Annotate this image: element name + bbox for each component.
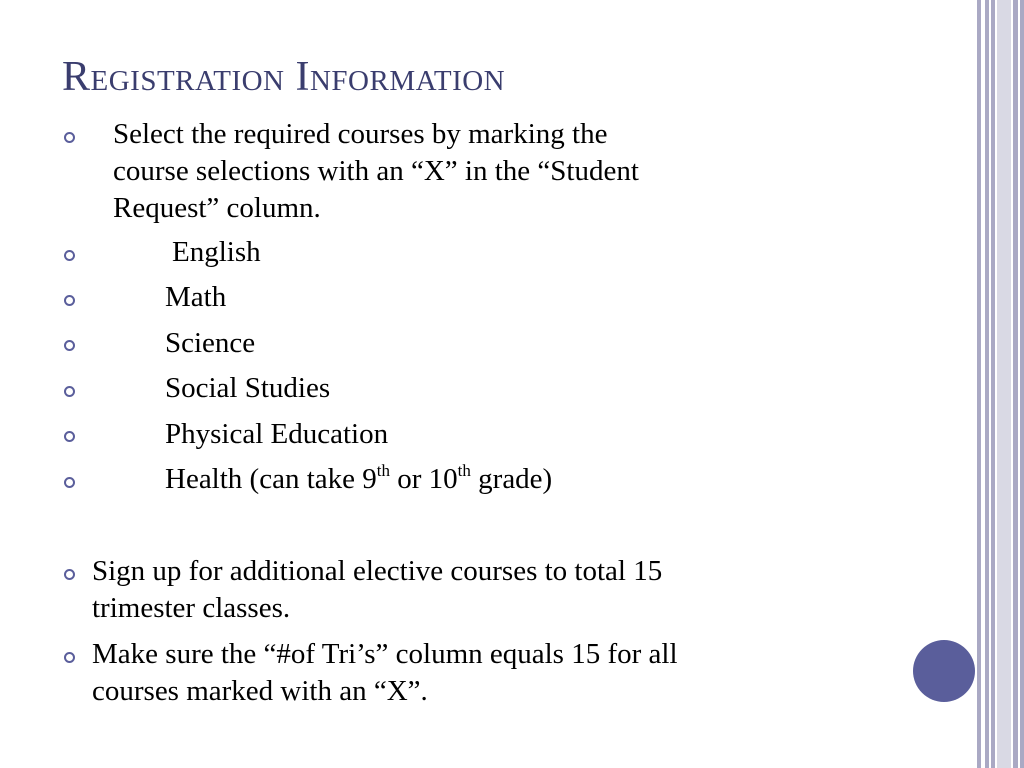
superscript: th	[376, 461, 390, 480]
hollow-circle-icon	[64, 652, 75, 663]
hollow-circle-icon	[64, 431, 75, 442]
bullet-line: Request” column.	[113, 192, 321, 224]
bullet-line: Sign up for additional elective courses to total 15	[92, 555, 663, 587]
bullet-line: course selections with an “X” in the “Student	[113, 155, 639, 187]
edge-stripe	[1013, 0, 1018, 768]
superscript: th	[457, 461, 471, 480]
bullet-item: English	[172, 236, 261, 268]
bullet-line: courses marked with an “X”.	[92, 675, 428, 707]
slide-title: Registration Information	[62, 54, 506, 100]
bullet-item: Math	[165, 281, 227, 313]
bullet-line: Select the required courses by marking the	[113, 118, 608, 150]
bullet-item	[92, 553, 662, 627]
hollow-circle-icon	[64, 295, 75, 306]
health-text: grade)	[470, 463, 553, 495]
edge-stripe	[997, 0, 1011, 768]
hollow-circle-icon	[64, 132, 75, 143]
hollow-circle-icon	[64, 569, 75, 580]
bullet-line: trimester classes.	[92, 592, 291, 624]
edge-stripe	[977, 0, 981, 768]
bullet-item	[92, 636, 678, 710]
health-text: or 10	[390, 463, 458, 495]
hollow-circle-icon	[64, 250, 75, 261]
bullet-item	[113, 116, 639, 227]
hollow-circle-icon	[64, 340, 75, 351]
edge-stripe	[991, 0, 995, 768]
bullet-line: Make sure the “#of Tri’s” column equals 15 for all	[92, 638, 678, 670]
hollow-circle-icon	[64, 386, 75, 397]
edge-stripe	[985, 0, 989, 768]
filled-circle-icon	[913, 640, 975, 702]
bullet-item: Physical Education	[165, 418, 389, 450]
bullet-item	[165, 461, 552, 498]
bullet-item: Social Studies	[165, 372, 331, 404]
bullet-item: Science	[165, 327, 256, 359]
health-text: Health (can take 9	[165, 463, 377, 495]
edge-stripe	[1020, 0, 1024, 768]
hollow-circle-icon	[64, 477, 75, 488]
